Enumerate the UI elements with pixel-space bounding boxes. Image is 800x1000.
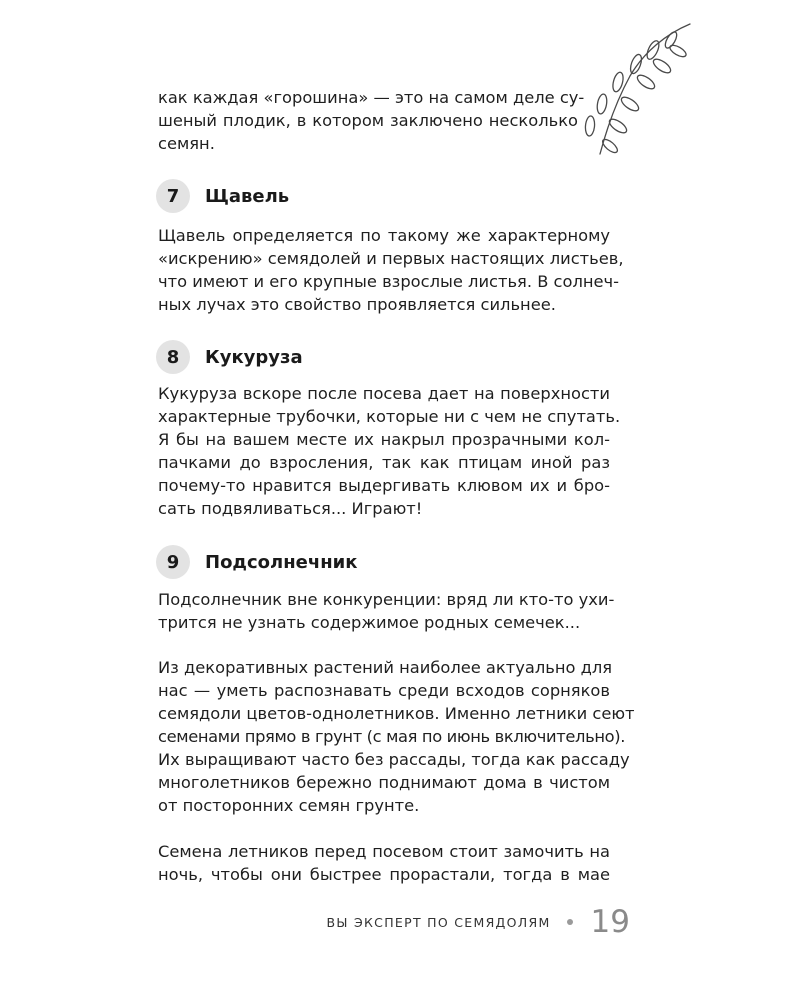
text-line: нас — уметь распознавать среди всходов сорняков bbox=[158, 681, 610, 700]
text-line: от посторонних семян грунте. bbox=[158, 796, 420, 815]
section-8-paragraph bbox=[158, 382, 621, 520]
page-footer bbox=[320, 902, 630, 942]
intro-paragraph bbox=[158, 86, 585, 155]
text-line: ночь, чтобы они быстрее прорастали, тогда в мае bbox=[158, 865, 610, 884]
text-line: «искрению» семядолей и первых настоящих листьев, bbox=[158, 249, 624, 268]
text-line: Кукуруза вскоре после посева дает на поверхности bbox=[158, 384, 610, 403]
text-line: Щавель определяется по такому же характерному bbox=[158, 226, 610, 245]
separator-dot-icon bbox=[567, 919, 573, 925]
text-line: Я бы на вашем месте их накрыл прозрачными кол- bbox=[158, 430, 610, 449]
text-line: трится не узнать содержимое родных семечек... bbox=[158, 613, 581, 632]
text-line: почему-то нравится выдергивать клювом их и бро- bbox=[158, 476, 610, 495]
section-7-paragraph bbox=[158, 224, 624, 316]
leaf-branch-icon bbox=[578, 20, 693, 160]
text-line: семян. bbox=[158, 134, 215, 153]
section-heading-9 bbox=[156, 544, 357, 580]
section-number-badge: 9 bbox=[156, 545, 190, 579]
text-line: характерные трубочки, которые ни с чем не спутать. bbox=[158, 407, 621, 426]
text-line: Из декоративных растений наиболее актуально для bbox=[158, 658, 613, 677]
text-line: как каждая «горошина» — это на самом деле су- bbox=[158, 88, 585, 107]
section-number-badge: 8 bbox=[156, 340, 190, 374]
section-title: Щавель bbox=[205, 185, 290, 207]
text-line: семядоли цветов-однолетников. Именно летники сеют bbox=[158, 704, 635, 723]
section-9-paragraph bbox=[158, 588, 615, 634]
text-line: что имеют и его крупные взрослые листья. В солнеч- bbox=[158, 272, 620, 291]
text-line: сать подвяливаться... Играют! bbox=[158, 499, 423, 518]
text-line: пачками до взросления, так как птицам иной раз bbox=[158, 453, 610, 472]
section-heading-8 bbox=[156, 339, 303, 375]
section-heading-7 bbox=[156, 178, 289, 214]
text-line: Семена летников перед посевом стоит замочить на bbox=[158, 842, 610, 861]
text-line: ных лучах это свойство проявляется сильнее. bbox=[158, 295, 556, 314]
decorative-plants-paragraph bbox=[158, 656, 635, 817]
section-title: Кукуруза bbox=[205, 346, 303, 368]
page-number: 19 bbox=[590, 904, 630, 940]
section-title: Подсолнечник bbox=[205, 551, 358, 573]
text-line: семенами прямо в грунт (с мая по июнь включительно). bbox=[158, 727, 626, 746]
text-line: Подсолнечник вне конкуренции: вряд ли кто-то ухи- bbox=[158, 590, 615, 609]
seeds-soaking-paragraph bbox=[158, 840, 610, 886]
running-title: ВЫ ЭКСПЕРТ ПО СЕМЯДОЛЯМ bbox=[326, 914, 551, 930]
section-number-badge: 7 bbox=[156, 179, 190, 213]
text-line: шеный плодик, в котором заключено несколько bbox=[158, 111, 578, 130]
text-line: Их выращивают часто без рассады, тогда как рассаду bbox=[158, 750, 630, 769]
text-line: многолетников бережно поднимают дома в чистом bbox=[158, 773, 610, 792]
